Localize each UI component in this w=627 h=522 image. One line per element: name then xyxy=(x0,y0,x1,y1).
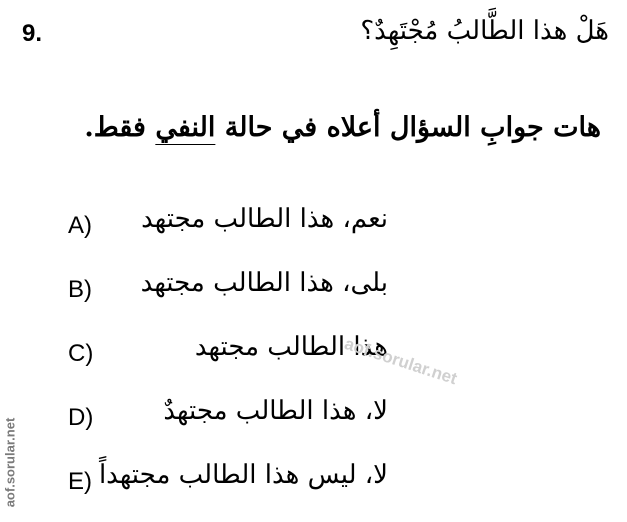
option-text: لا، ليس هذا الطالب مجتهداً xyxy=(98,460,388,490)
instruction-text xyxy=(84,112,601,143)
option-text: نعم، هذا الطالب مجتهد xyxy=(141,204,388,234)
option-d[interactable] xyxy=(68,396,388,440)
option-letter: A) xyxy=(68,212,92,239)
instruction-underlined: النفي xyxy=(155,112,216,143)
option-text: بلى، هذا الطالب مجتهد xyxy=(140,268,388,298)
option-text: لا، هذا الطالب مجتهدٌ xyxy=(163,396,388,426)
option-letter: B) xyxy=(68,276,92,303)
option-e[interactable] xyxy=(68,460,388,504)
option-letter: E) xyxy=(68,468,92,495)
question-text: هَلْ هذا الطَّالبُ مُجْتَهِدٌ؟ xyxy=(360,16,609,46)
instruction-before: هات جوابِ السؤال أعلاه في حالة xyxy=(215,112,601,143)
option-c[interactable] xyxy=(68,332,388,376)
diagonal-watermark: aof.sorular.net xyxy=(342,334,460,389)
side-watermark xyxy=(0,410,20,520)
option-a[interactable] xyxy=(68,204,388,248)
instruction-after: فقط. xyxy=(84,112,156,143)
option-letter: D) xyxy=(68,404,94,431)
question-number: 9. xyxy=(22,20,43,47)
option-text: هذا الطالب مجتهد xyxy=(194,332,388,362)
option-letter: C) xyxy=(68,340,94,367)
side-watermark-text: aof.sorular.net xyxy=(2,417,18,508)
option-b[interactable] xyxy=(68,268,388,312)
